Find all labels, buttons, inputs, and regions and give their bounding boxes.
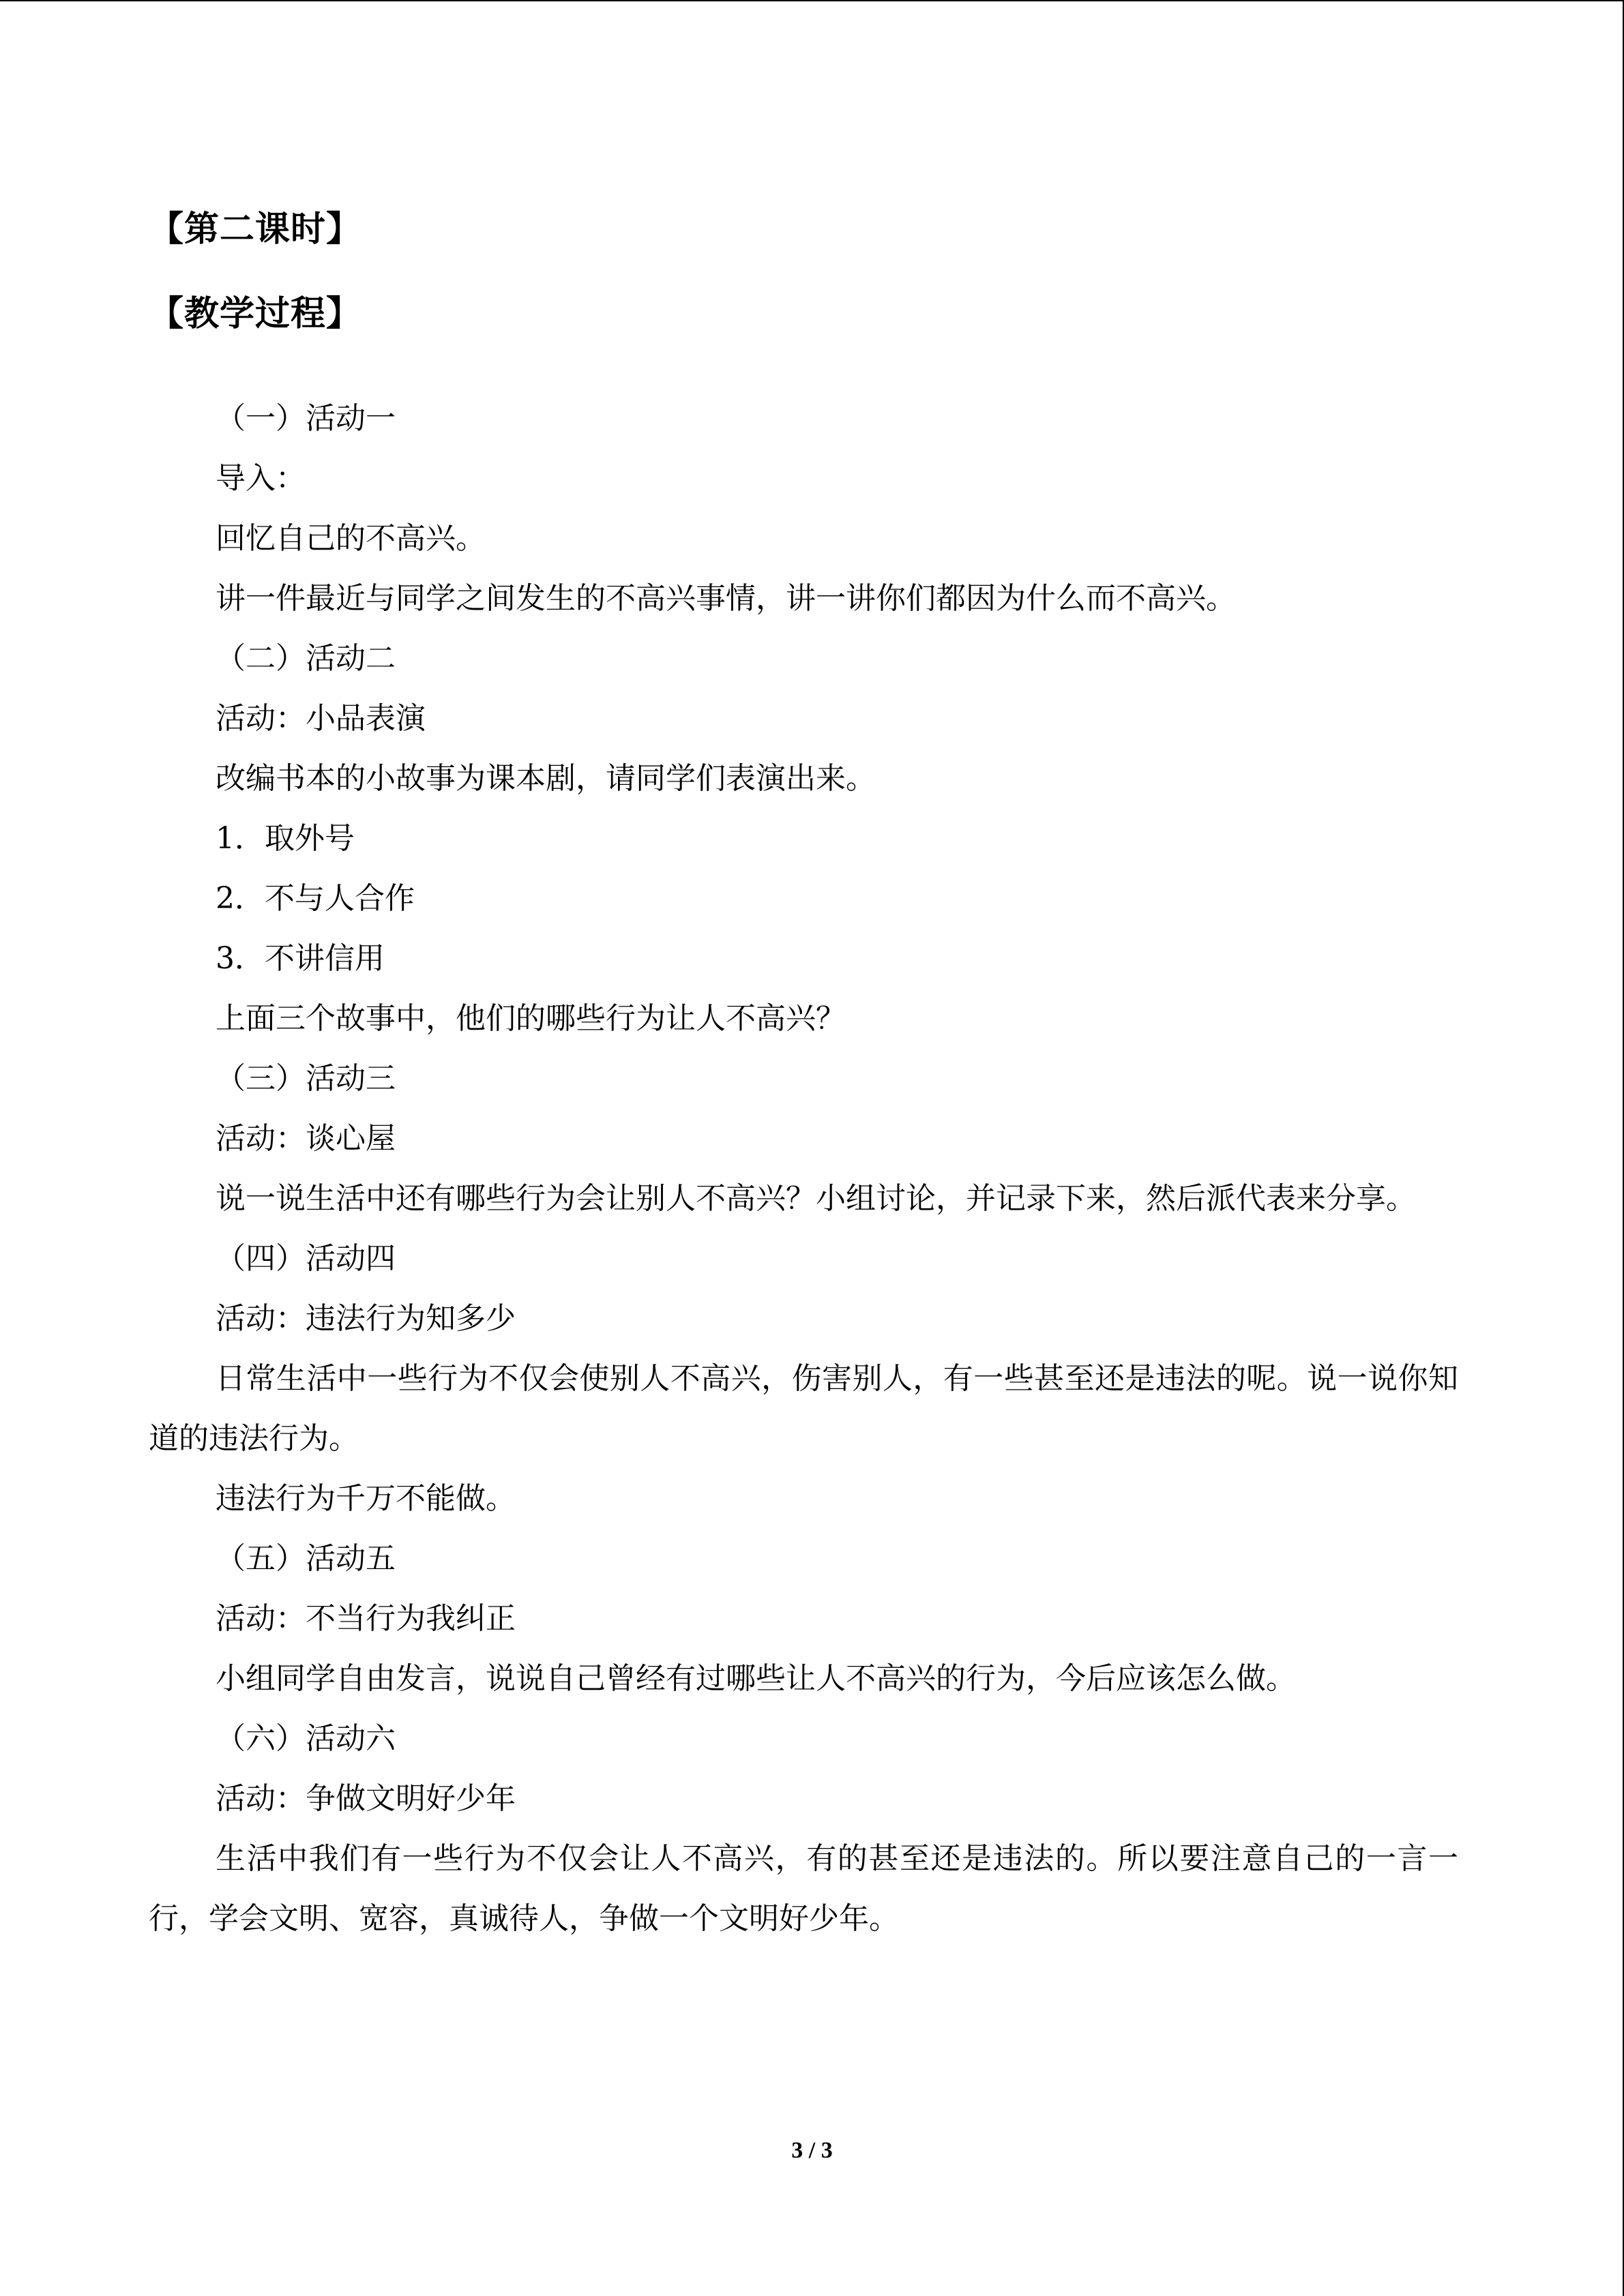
headings-block	[149, 206, 1458, 375]
activity-title: （一）活动一	[216, 401, 396, 436]
activity-title: （六）活动六	[216, 1721, 396, 1756]
body-text	[149, 389, 1458, 1949]
paragraph: 导入：	[216, 461, 306, 496]
list-item: 1．取外号	[216, 821, 355, 856]
paragraph: 活动：谈心屋	[216, 1121, 396, 1156]
paragraph: 说一说生活中还有哪些行为会让别人不高兴？小组讨论，并记录下来，然后派代表来分享。	[216, 1181, 1416, 1216]
process-heading: 【教学过程】	[149, 294, 362, 334]
activity-title: （四）活动四	[216, 1241, 396, 1276]
activity-title: （五）活动五	[216, 1541, 396, 1576]
paragraph: 小组同学自由发言，说说自己曾经有过哪些让人不高兴的行为，今后应该怎么做。	[216, 1661, 1296, 1696]
paragraph: 上面三个故事中，他们的哪些行为让人不高兴？	[216, 1001, 846, 1036]
paragraph: 违法行为千万不能做。	[216, 1481, 516, 1516]
list-item: 2．不与人合作	[216, 881, 415, 916]
paragraph: 活动：小品表演	[216, 701, 426, 736]
list-item: 3．不讲信用	[216, 941, 385, 976]
paragraph: 生活中我们有一些行为不仅会让人不高兴，有的甚至还是违法的。所以要注意自己的一言一行，学会文明、宽容，真诚待人，争做一个文明好少年。	[149, 1841, 1458, 1936]
paragraph: 活动：违法行为知多少	[216, 1301, 516, 1336]
activity-title: （二）活动二	[216, 641, 396, 676]
page-number: 3 / 3	[791, 2138, 833, 2163]
paragraph: 日常生活中一些行为不仅会使别人不高兴，伤害别人，有一些甚至还是违法的呢。说一说你知道的违法行为。	[149, 1361, 1458, 1456]
paragraph: 回忆自己的不高兴。	[216, 521, 486, 556]
lesson-heading: 【第二课时】	[149, 209, 362, 250]
paragraph: 讲一件最近与同学之间发生的不高兴事情，讲一讲你们都因为什么而不高兴。	[216, 581, 1236, 616]
paragraph: 改编书本的小故事为课本剧，请同学们表演出来。	[216, 761, 876, 796]
paragraph: 活动：不当行为我纠正	[216, 1601, 516, 1636]
page-content	[149, 206, 1458, 1949]
activity-title: （三）活动三	[216, 1061, 396, 1096]
paragraph: 活动：争做文明好少年	[216, 1781, 516, 1816]
